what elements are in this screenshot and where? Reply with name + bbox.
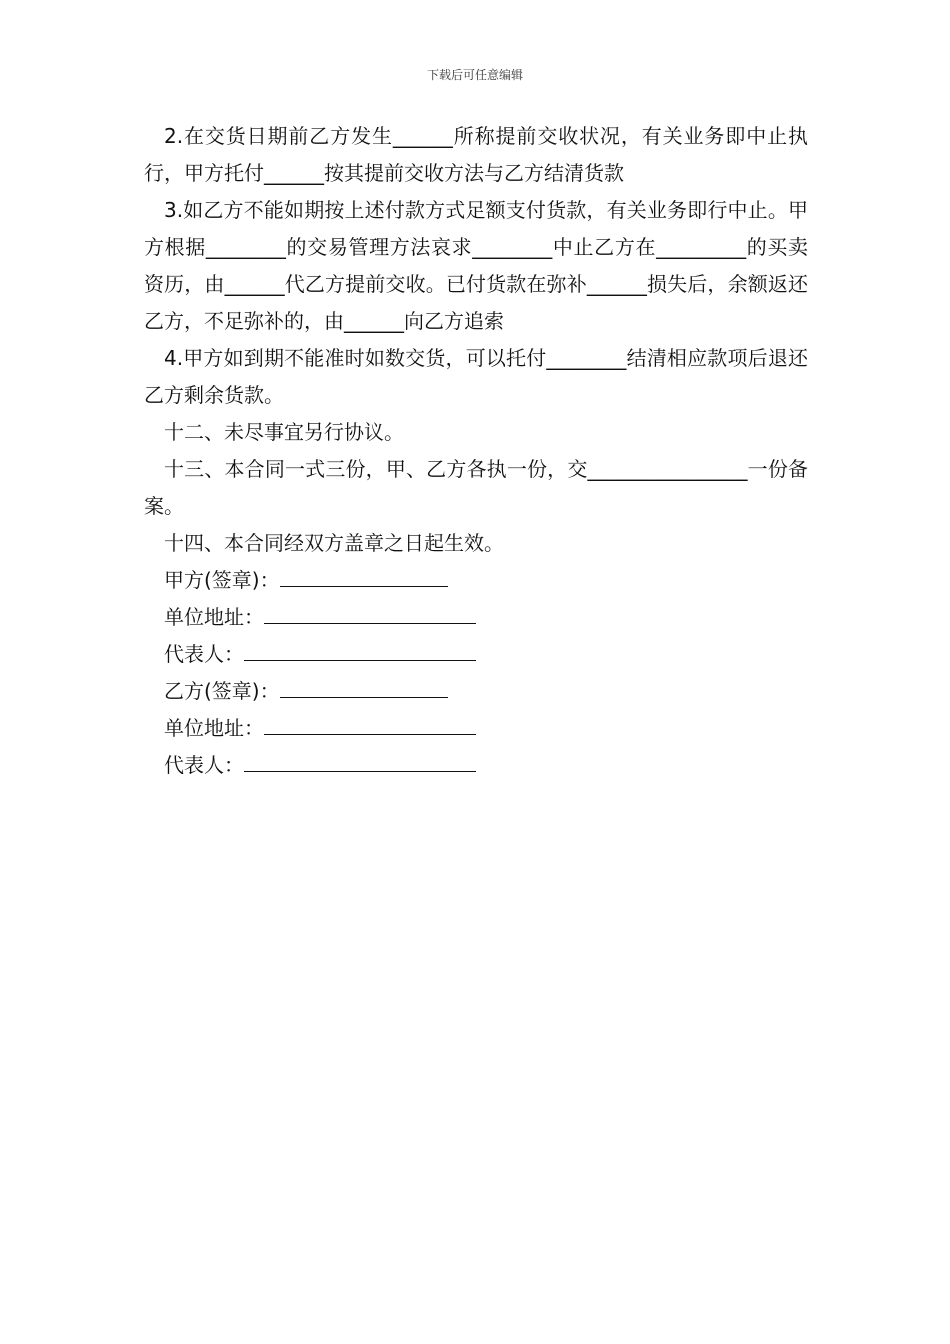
party-a-rep-label: 代表人： [164, 642, 244, 666]
clause-2: 2.在交货日期前乙方发生______所称提前交收状况，有关业务即中止执行，甲方托付______按其提前交收方法与乙方结清货款 [144, 124, 808, 185]
party-a-address-label: 单位地址： [164, 605, 264, 629]
party-b-signature-line [144, 673, 808, 710]
page-header: 下载后可任意编辑 [426, 68, 523, 82]
party-a-rep-line [144, 636, 808, 673]
party-b-signature-blank [280, 675, 448, 698]
party-a-signature-blank [280, 564, 448, 587]
article-13: 十三、本合同一式三份，甲、乙方各执一份，交________________一份备案。 [144, 457, 808, 518]
party-b-rep-line [144, 747, 808, 784]
contract-body [144, 118, 808, 784]
party-a-signature-line [144, 562, 808, 599]
party-b-rep-blank [244, 749, 476, 772]
article-14: 十四、本合同经双方盖章之日起生效。 [164, 531, 504, 555]
clause-4: 4.甲方如到期不能准时如数交货，可以托付________结清相应款项后退还乙方剩余货款。 [144, 346, 808, 407]
party-b-signature-label: 乙方(签章)： [164, 679, 280, 703]
party-b-address-line [144, 710, 808, 747]
party-a-rep-blank [244, 638, 476, 661]
party-a-address-blank [264, 601, 476, 624]
party-b-rep-label: 代表人： [164, 753, 244, 777]
party-a-signature-label: 甲方(签章)： [164, 568, 280, 592]
clause-3: 3.如乙方不能如期按上述付款方式足额支付货款，有关业务即行中止。甲方根据________的交易管理方法哀求________中止乙方在_________的买卖资历，由______代乙方提前交收。已付货款在弥补______损失后，余额返还乙方，不足弥补的，由______向乙方追索 [144, 198, 808, 333]
party-b-address-label: 单位地址： [164, 716, 264, 740]
party-b-address-blank [264, 712, 476, 735]
party-a-address-line [144, 599, 808, 636]
article-12: 十二、未尽事宜另行协议。 [164, 420, 404, 444]
